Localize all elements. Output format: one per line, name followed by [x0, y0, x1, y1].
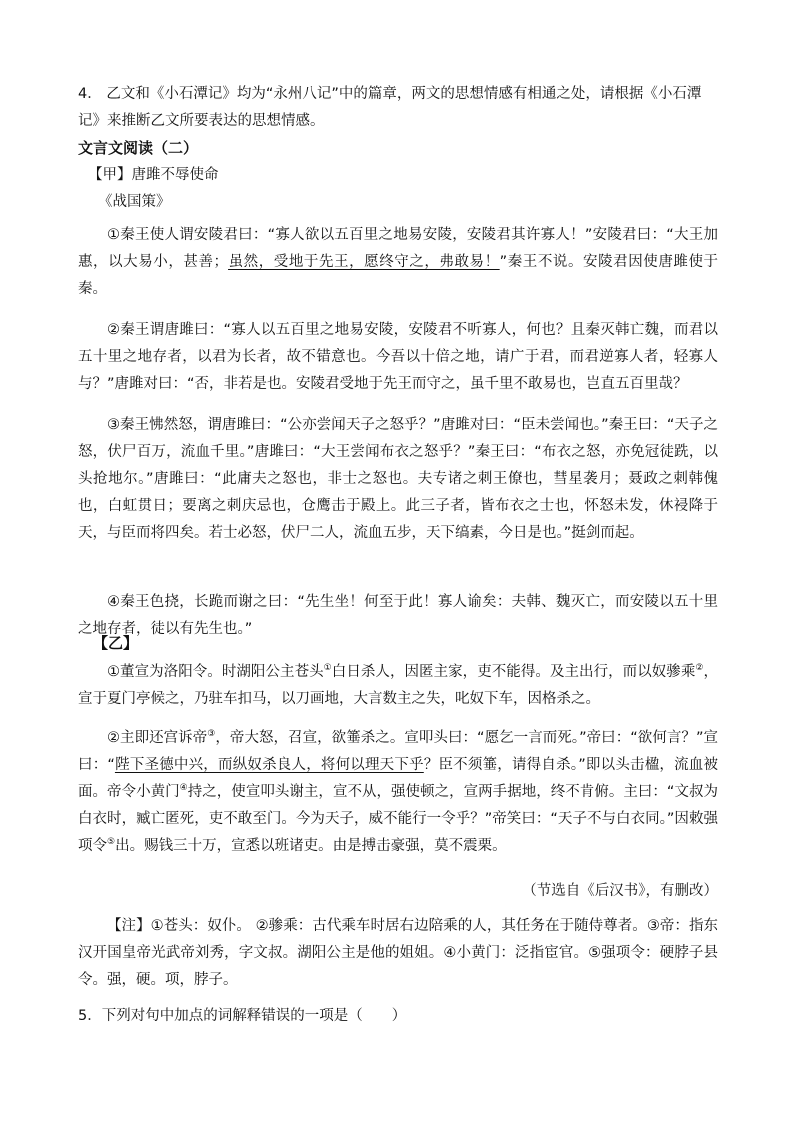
yi-p1-text-a: ①董宣为洛阳令。时湖阳公主苍头: [107, 664, 324, 680]
question-5: 5．下列对句中加点的词解释错误的一项是（ ）: [78, 1008, 407, 1024]
yi-p2-underlined: 陛下圣德中兴，而纵奴杀良人，将何以理天下乎: [114, 757, 424, 773]
jia-p1-text-b: ”秦王不说。安陵君因使唐雎使于秦。: [78, 254, 719, 297]
yi-paragraph-2: [78, 725, 718, 860]
yi-paragraph-1: [78, 659, 718, 713]
yi-p1-text-b: 白日杀人，因匿主家，吏不能得。及主出行，而以奴骖乘: [331, 664, 696, 680]
question-4: [78, 81, 718, 135]
jia-paragraph-4: ④秦王色挠，长跪而谢之曰：“先生坐！何至于此！寡人谕矣：夫韩、魏灭亡，而安陵以五十里之地存者，徒以有先生也。”: [78, 594, 718, 637]
yi-label: 【乙】: [93, 634, 139, 652]
yi-p2-text-e: 出。赐钱三十万，宣悉以班诸吏。由是搏击豪强，莫不震栗。: [115, 838, 507, 854]
jia-paragraph-1: [78, 222, 718, 303]
question-4-line-2: 记》来推断乙文所要表达的思想情感。: [78, 113, 325, 129]
jia-paragraph-2: ②秦王谓唐雎曰：“寡人以五百里之地易安陵，安陵君不听寡人，何也？且秦灭韩亡魏，而君以五十里之地存者，以君为长者，故不错意也。今吾以十倍之地，请广于君，而君逆寡人者，轻寡人与？”唐雎对曰：“否，非若是也。安陵君受地于先王而守之，虽千里不敢易也，岂直五百里哉？: [78, 322, 718, 392]
note-marker-3: ③: [207, 729, 216, 740]
yi-p2-text-c: ？臣不须箠，请得自杀。”即以头击楹，流血被面。帝令小黄门: [78, 757, 719, 800]
note-marker-1: ①: [323, 663, 332, 674]
yi-p2-text-a: ②主即还宫诉帝: [107, 730, 208, 746]
jia-label: 【甲】唐雎不辱使命: [88, 167, 219, 183]
jia-p1-underlined: 虽然，受地于先王，愿终守之，弗敢易！: [228, 254, 500, 270]
note-marker-4: ④: [179, 783, 188, 794]
yi-p2-text-b: ，帝大怒，召宣，欲箠杀之。宣叩头曰：“愿乞一言而死。”帝曰：“欲何言？”宣曰：“: [78, 730, 718, 773]
note-marker-5: ⑤: [107, 837, 116, 848]
jia-p1-text-a: ①秦王使人谓安陵君曰：“寡人欲以五百里之地易安陵，安陵君其许寡人！”安陵君曰：“大王加惠，以大易小，甚善；: [78, 227, 718, 270]
yi-source: （节选自《后汉书》，有删改）: [522, 883, 718, 899]
yi-p1-text-c: ，宣于夏门亭候之，乃驻车扣马，以刀画地，大言数主之失，叱奴下车，因格杀之。: [78, 664, 719, 707]
question-4-line-1: 4． 乙文和《小石潭记》均为“永州八记”中的篇章，两文的思想情感有相通之处，请根据《小石潭: [78, 86, 702, 102]
section-title: 文言文阅读（二）: [78, 139, 199, 157]
notes: 【注】①苍头：奴仆。 ②骖乘：古代乘车时居右边陪乘的人，其任务在于随侍尊者。③帝：指东汉开国皇帝光武帝刘秀，字文叔。湖阳公主是他的姐姐。④小黄门：泛指宦官。⑤强项令：硬脖子县令。强，硬。项，脖子。: [78, 918, 718, 988]
jia-paragraph-3: ③秦王怫然怒，谓唐雎曰：“公亦尝闻天子之怒乎？”唐雎对曰：“臣未尝闻也。”秦王曰：“天子之怒，伏尸百万，流血千里。”唐雎曰：“大王尝闻布衣之怒乎？”秦王曰：“布衣之怒，亦免冠徒跣，以头抢地尔。”唐雎曰：“此庸夫之怒也，非士之怒也。夫专诸之刺王僚也，彗星袭月；聂政之刺韩傀也，白虹贯日；要离之刺庆忌也，仓鹰击于殿上。此三子者，皆布衣之士也，怀怒未发，休祲降于天，与臣而将四矣。若士必怒，伏尸二人，流血五步，天下缟素，今日是也。”挺剑而起。: [78, 417, 718, 541]
jia-source: 《战国策》: [98, 194, 171, 210]
yi-p2-text-d: 持之，使宣叩头谢主，宣不从，强使顿之，宣两手据地，终不肯俯。主曰：“文叔为白衣时，臧亡匿死，吏不敢至门。今为天子，威不能行一令乎？”帝笑曰：“天子不与白衣同。”因敕强项令: [78, 784, 719, 854]
note-marker-2: ②: [695, 663, 704, 674]
